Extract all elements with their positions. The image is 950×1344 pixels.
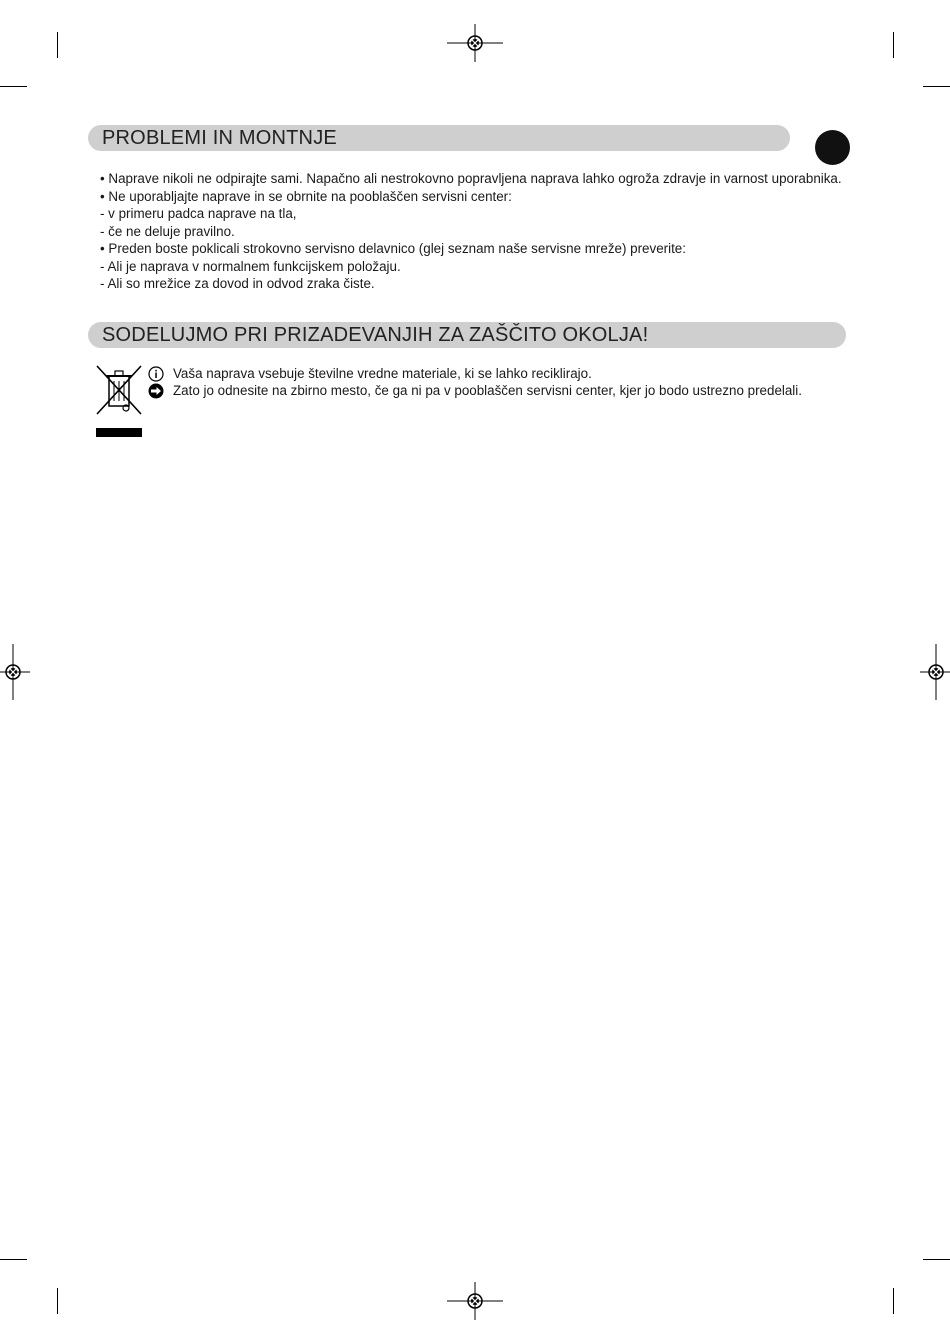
crop-mark	[893, 32, 894, 58]
crop-mark	[923, 86, 950, 87]
list-item-text: Vaša naprava vsebuje številne vredne materiale, ki se lahko reciklirajo.	[173, 366, 592, 381]
list-item: • Naprave nikoli ne odpirajte sami. Napačno ali nestrokovno popravljena naprava lahko ogroža zdravje in varnost uporabnika.	[100, 171, 842, 186]
crop-mark	[923, 1259, 950, 1260]
list-item: - Ali je naprava v normalnem funkcijskem položaju.	[100, 258, 401, 274]
registration-mark-icon	[0, 642, 30, 702]
info-icon	[148, 366, 164, 382]
registration-mark-icon	[920, 642, 950, 702]
list-item: - če ne deluje pravilno.	[100, 223, 235, 239]
section-header-environment	[88, 322, 846, 348]
registration-mark-icon	[445, 1280, 505, 1322]
crop-mark	[57, 32, 58, 58]
crop-mark	[0, 1259, 27, 1260]
section-title: PROBLEMI IN MONTNJE	[102, 126, 337, 149]
crossed-bin-icon	[95, 364, 143, 416]
environment-list	[148, 365, 802, 399]
section-header-problems	[88, 125, 790, 151]
list-item: - v primeru padca naprave na tla,	[100, 206, 297, 221]
list-item: • Preden boste poklicali strokovno servisno delavnico (glej seznam naše servisne mreže) preverite:	[100, 241, 686, 256]
list-item: - Ali so mrežice za dovod in odvod zraka čiste.	[100, 276, 375, 291]
list-item	[148, 365, 802, 382]
language-marker-dot	[815, 130, 850, 165]
list-item	[148, 382, 802, 399]
list-item-text: Zato jo odnesite na zbirno mesto, če ga ni pa v pooblaščen servisni center, kjer jo bodo ustrezno predelali.	[173, 383, 802, 398]
section-title: SODELUJMO PRI PRIZADEVANJIH ZA ZAŠČITO OKOLJA!	[102, 323, 649, 346]
crop-mark	[0, 86, 27, 87]
arrow-right-icon	[148, 383, 164, 399]
crop-mark	[57, 1288, 58, 1314]
crop-mark	[893, 1288, 894, 1314]
troubleshooting-list	[100, 170, 842, 293]
list-item: • Ne uporabljajte naprave in se obrnite na pooblaščen servisni center:	[100, 188, 512, 204]
registration-mark-icon	[445, 22, 505, 64]
weee-bar	[96, 428, 142, 437]
